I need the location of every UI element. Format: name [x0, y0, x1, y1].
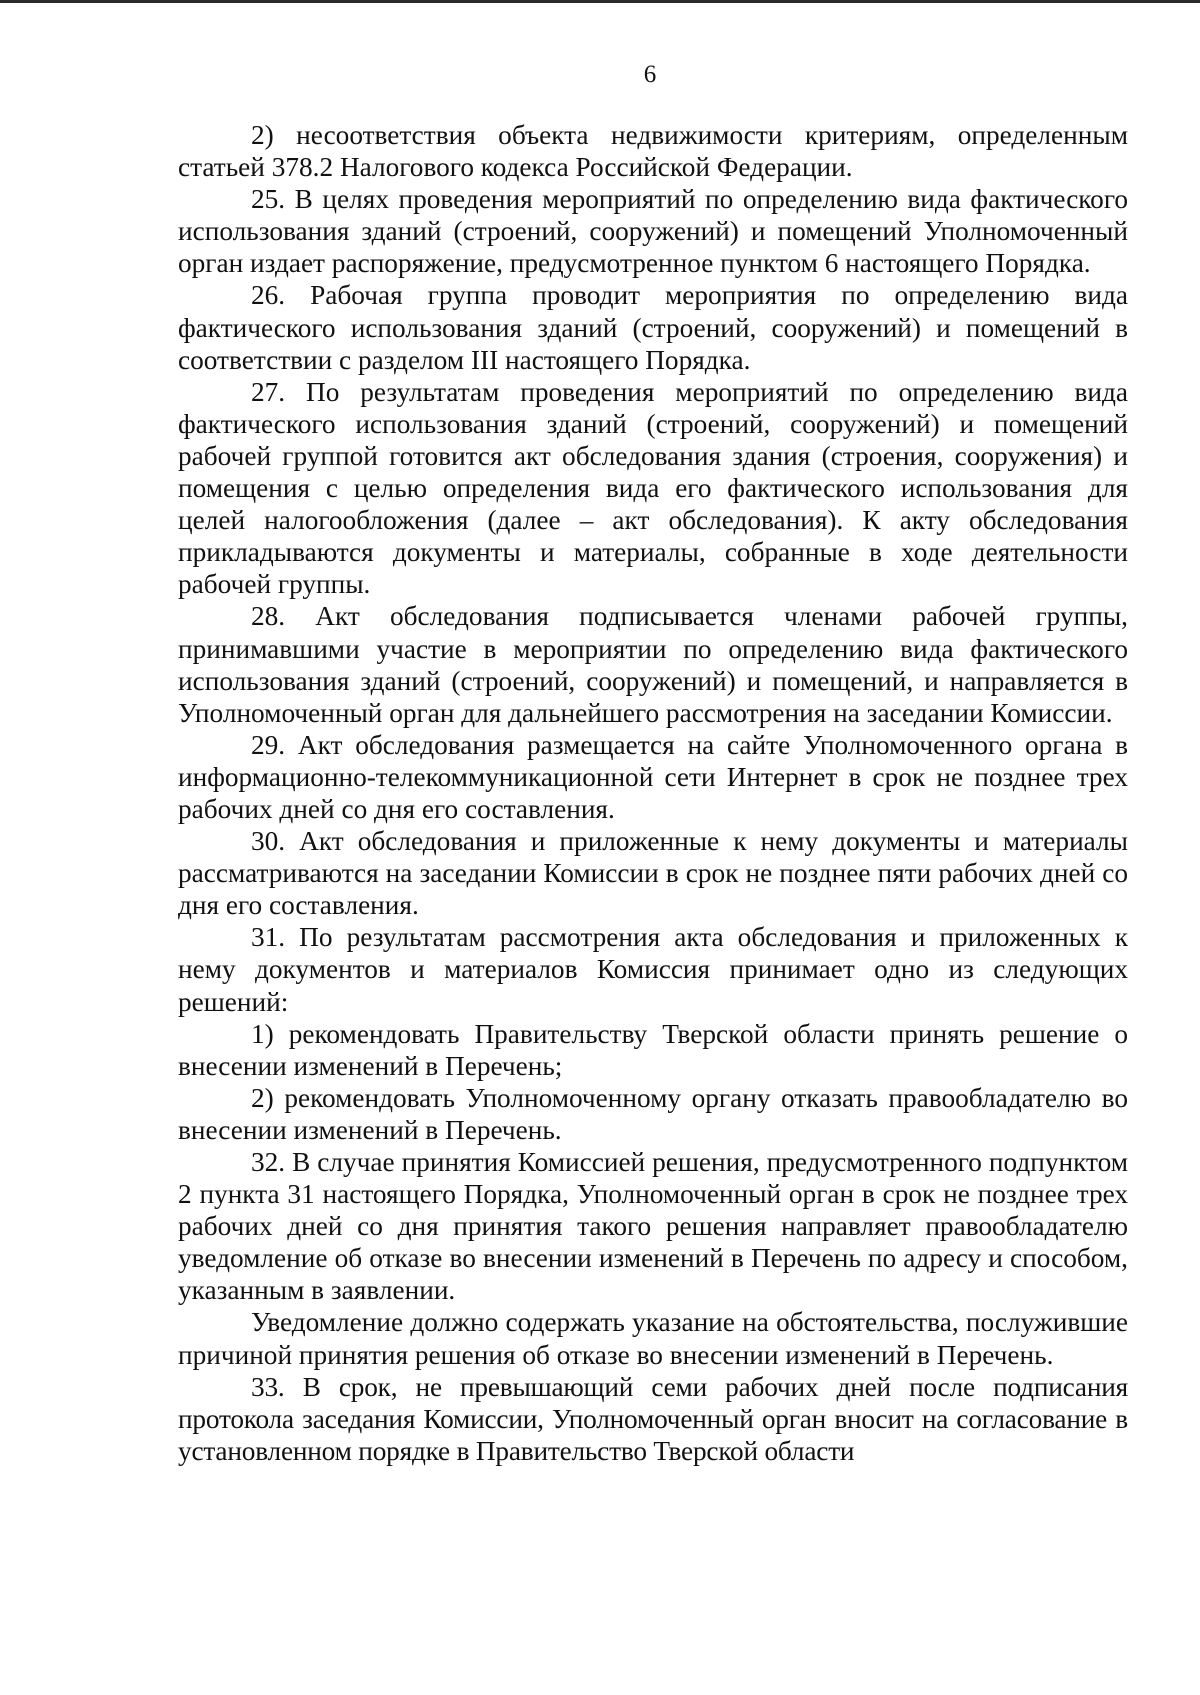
paragraph-31-sub-2: 2) рекомендовать Уполномоченному органу отказать правообладателю во внесении изменений в Перечень.	[178, 1082, 1128, 1145]
paragraph-32-notice: Уведомление должно содержать указание на обстоятельства, послужившие причиной принятия решения об отказе во внесении изменений в Перечень.	[178, 1307, 1128, 1370]
paragraph-28: 28. Акт обследования подписывается членами рабочей группы, принимавшими участие в мероприятии по определению вида фактического использования зданий (строений, сооружений) и помещений, и направляется в Уполномоченный орган для дальнейшего рассмотрения на заседании Комиссии.	[178, 601, 1128, 728]
paragraph-31-sub-1: 1) рекомендовать Правительству Тверской области принять решение о внесении изменений в Перечень;	[178, 1018, 1128, 1081]
paragraph-27: 27. По результатам проведения мероприятий по определению вида фактического использования зданий (строений, сооружений) и помещений рабочей группой готовится акт обследования здания (строения, сооружения) и помещения с целью определения вида его фактического использования для целей налогообложения (далее – акт обследования). К акту обследования прикладываются документы и материалы, собранные в ходе деятельности рабочей группы.	[178, 376, 1128, 600]
paragraph-26: 26. Рабочая группа проводит мероприятия по определению вида фактического использования зданий (строений, сооружений) и помещений в соответствии с разделом III настоящего Порядка.	[178, 280, 1128, 375]
paragraph-30: 30. Акт обследования и приложенные к нему документы и материалы рассматриваются на заседании Комиссии в срок не позднее пяти рабочих дней со дня его составления.	[178, 826, 1128, 921]
document-body	[178, 119, 1128, 1467]
scan-top-edge	[0, 0, 1200, 3]
paragraph-33: 33. В срок, не превышающий семи рабочих дней после подписания протокола заседания Комиссии, Уполномоченный орган вносит на согласование в установленном порядке в Правительство Тверской области	[178, 1371, 1128, 1466]
page-number: 6	[643, 61, 657, 88]
paragraph-32: 32. В случае принятия Комиссией решения, предусмотренного подпунктом 2 пункта 31 настоящего Порядка, Уполномоченный орган в срок не позднее трех рабочих дней со дня принятия такого решения направляет правообладателю уведомление об отказе во внесении изменений в Перечень по адресу и способом, указанным в заявлении.	[178, 1147, 1128, 1306]
paragraph-31: 31. По результатам рассмотрения акта обследования и приложенных к нему документов и материалов Комиссия принимает одно из следующих решений:	[178, 922, 1128, 1017]
paragraph-29: 29. Акт обследования размещается на сайте Уполномоченного органа в информационно-телекоммуникационной сети Интернет в срок не позднее трех рабочих дней со дня его составления.	[178, 729, 1128, 824]
paragraph-25: 25. В целях проведения мероприятий по определению вида фактического использования зданий (строений, сооружений) и помещений Уполномоченный орган издает распоряжение, предусмотренное пунктом 6 настоящего Порядка.	[178, 184, 1128, 279]
paragraph-sub-2: 2) несоответствия объекта недвижимости критериям, определенным статьей 378.2 Налогового кодекса Российской Федерации.	[178, 120, 1128, 183]
